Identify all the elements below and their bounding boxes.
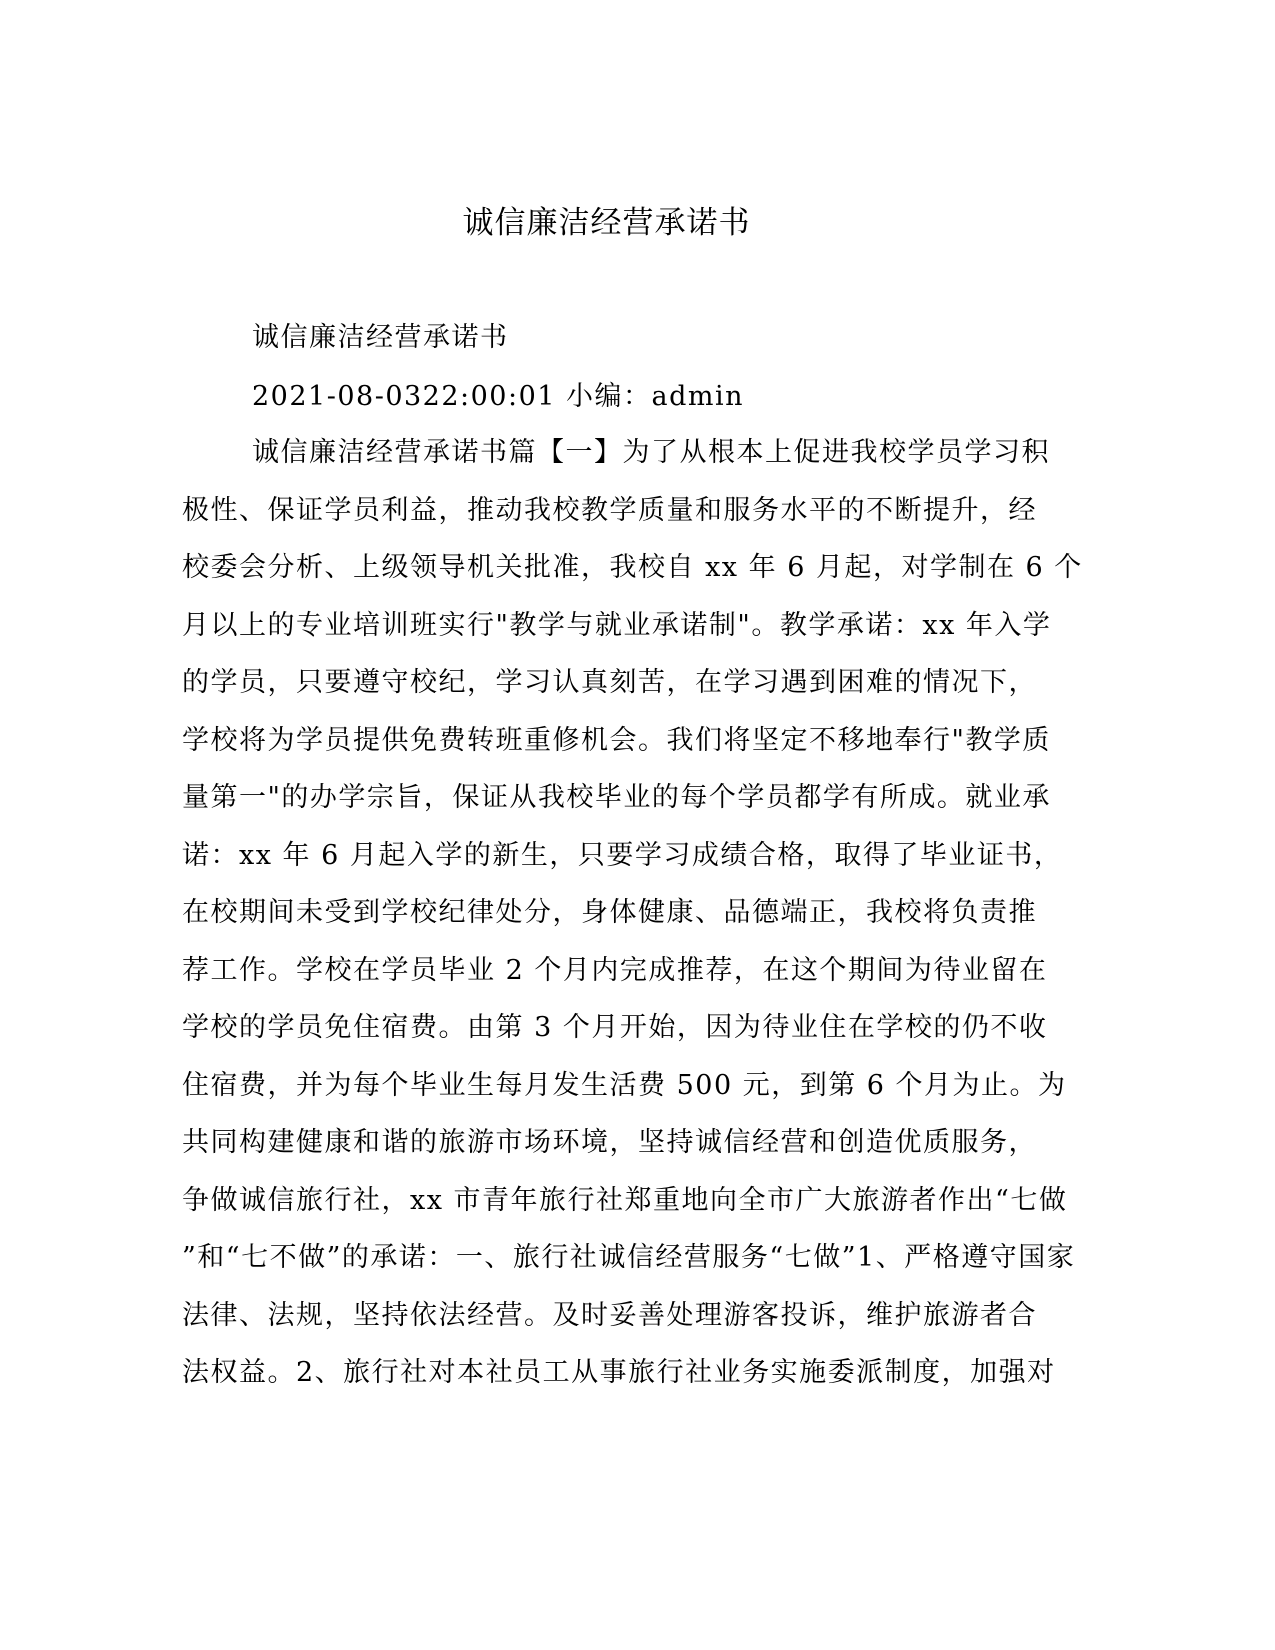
body-line: 的学员，只要遵守校纪，学习认真刻苦，在学习遇到困难的情况下， — [182, 667, 1037, 698]
body-line: 校委会分析、上级领导机关批准，我校自 xx 年 6 月起，对学制在 6 个 — [182, 552, 1083, 583]
body-line: 法权益。2、旅行社对本社员工从事旅行社业务实施委派制度，加强对 — [182, 1357, 1056, 1388]
body-line: 学校将为学员提供免费转班重修机会。我们将坚定不移地奉行"教学质 — [182, 724, 1051, 756]
body-line: 量第一"的办学宗旨，保证从我校毕业的每个学员都学有所成。就业承 — [182, 782, 1051, 813]
document-subtitle: 诚信廉洁经营承诺书 — [252, 322, 509, 353]
body-line: 荐工作。学校在学员毕业 2 个月内完成推荐，在这个期间为待业留在 — [182, 954, 1048, 986]
document-title: 诚信廉洁经营承诺书 — [462, 205, 751, 241]
publish-meta: 2021-08-0322:00:01 小编：admin — [252, 381, 745, 412]
body-line: 极性、保证学员利益，推动我校教学质量和服务水平的不断提升，经 — [182, 494, 1037, 526]
body-paragraph — [182, 432, 1083, 1410]
body-line: 诺：xx 年 6 月起入学的新生，只要学习成绩合格，取得了毕业证书， — [182, 839, 1063, 871]
body-line: 共同构建健康和谐的旅游市场环境，坚持诚信经营和创造优质服务， — [182, 1127, 1037, 1158]
body-line: ”和“七不做”的承诺：一、旅行社诚信经营服务“七做”1、严格遵守国家 — [182, 1242, 1076, 1273]
body-line: 法律、法规，坚持依法经营。及时妥善处理游客投诉，维护旅游者合 — [182, 1299, 1037, 1331]
body-line: 住宿费，并为每个毕业生每月发生活费 500 元，到第 6 个月为止。为 — [182, 1069, 1067, 1101]
body-line: 月以上的专业培训班实行"教学与就业承诺制"。教学承诺：xx 年入学 — [182, 609, 1052, 641]
body-line: 在校期间未受到学校纪律处分，身体健康、品德端正，我校将负责推 — [182, 897, 1037, 928]
body-line: 争做诚信旅行社，xx 市青年旅行社郑重地向全市广大旅游者作出“七做 — [182, 1184, 1068, 1216]
body-line: 诚信廉洁经营承诺书篇【一】为了从根本上促进我校学员学习积 — [252, 437, 1050, 468]
body-line: 学校的学员免住宿费。由第 3 个月开始，因为待业住在学校的仍不收 — [182, 1012, 1048, 1043]
